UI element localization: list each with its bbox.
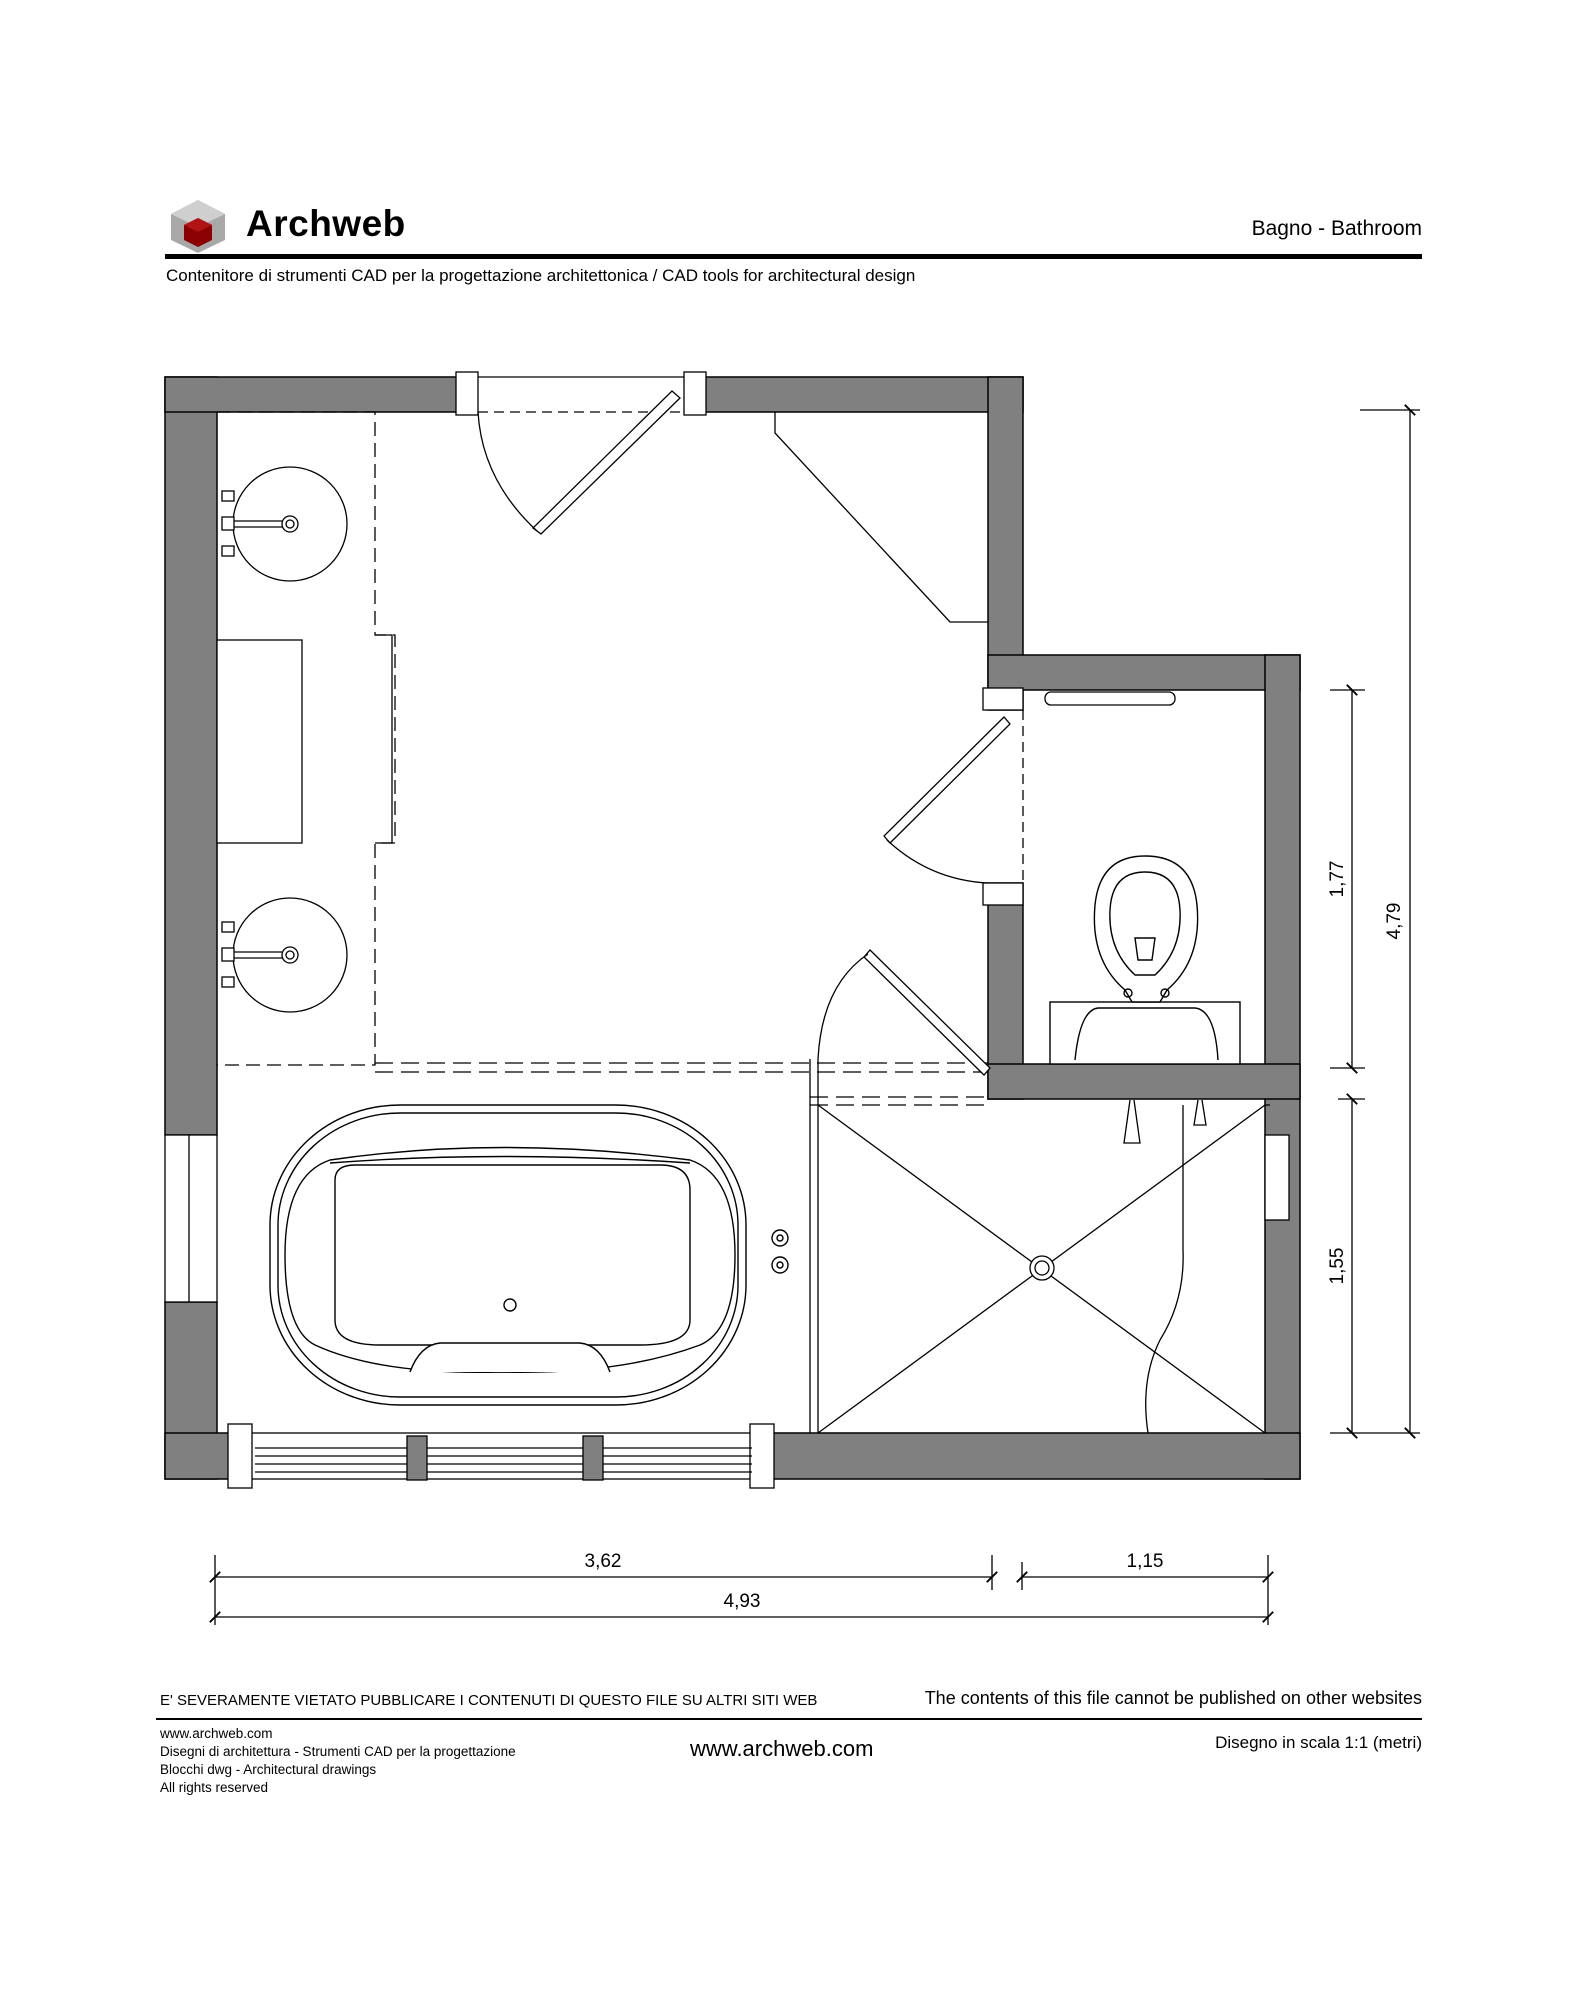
tagline: Contenitore di strumenti CAD per la progettazione architettonica / CAD tools for architectural design (166, 266, 916, 285)
bath-area-line (375, 1063, 988, 1105)
bathtub (270, 1105, 788, 1405)
document-title: Bagno - Bathroom (1251, 217, 1422, 240)
corner-cabinet (775, 412, 988, 622)
left-window (165, 1135, 217, 1302)
website-url: www.archweb.com (690, 1736, 874, 1761)
footer-line: Blocchi dwg - Architectural drawings (160, 1762, 377, 1777)
footer-line: Disegni di architettura - Strumenti CAD per la progettazione (160, 1744, 516, 1759)
warning-italian: E' SEVERAMENTE VIETATO PUBBLICARE I CONTENUTI DI QUESTO FILE SU ALTRI SITI WEB (160, 1692, 818, 1709)
dim-bottom-total: 4,93 (723, 1591, 761, 1612)
bottom-window (228, 1424, 774, 1488)
footer-line: www.archweb.com (160, 1726, 273, 1741)
entrance-door (456, 372, 706, 534)
footer-line: All rights reserved (160, 1780, 269, 1795)
towel-bar (1045, 692, 1175, 705)
dim-right-total: 4,79 (1384, 902, 1405, 940)
footer-rule (156, 1718, 1422, 1720)
sink-upper (222, 467, 347, 581)
sink-lower (222, 898, 347, 1012)
toilet (1050, 856, 1240, 1064)
warning-english: The contents of this file cannot be published on other websites (924, 1688, 1422, 1708)
shower-window (1265, 1135, 1289, 1220)
dim-bottom-right: 1,15 (1126, 1551, 1164, 1572)
dim-right-lower: 1,55 (1327, 1247, 1348, 1285)
dim-bottom-left: 3,62 (584, 1551, 622, 1572)
scale-note: Disegno in scala 1:1 (metri) (1215, 1733, 1422, 1752)
wc-door (884, 688, 1023, 905)
brand-name: Archweb (246, 203, 406, 244)
dim-right-upper: 1,77 (1327, 860, 1348, 898)
